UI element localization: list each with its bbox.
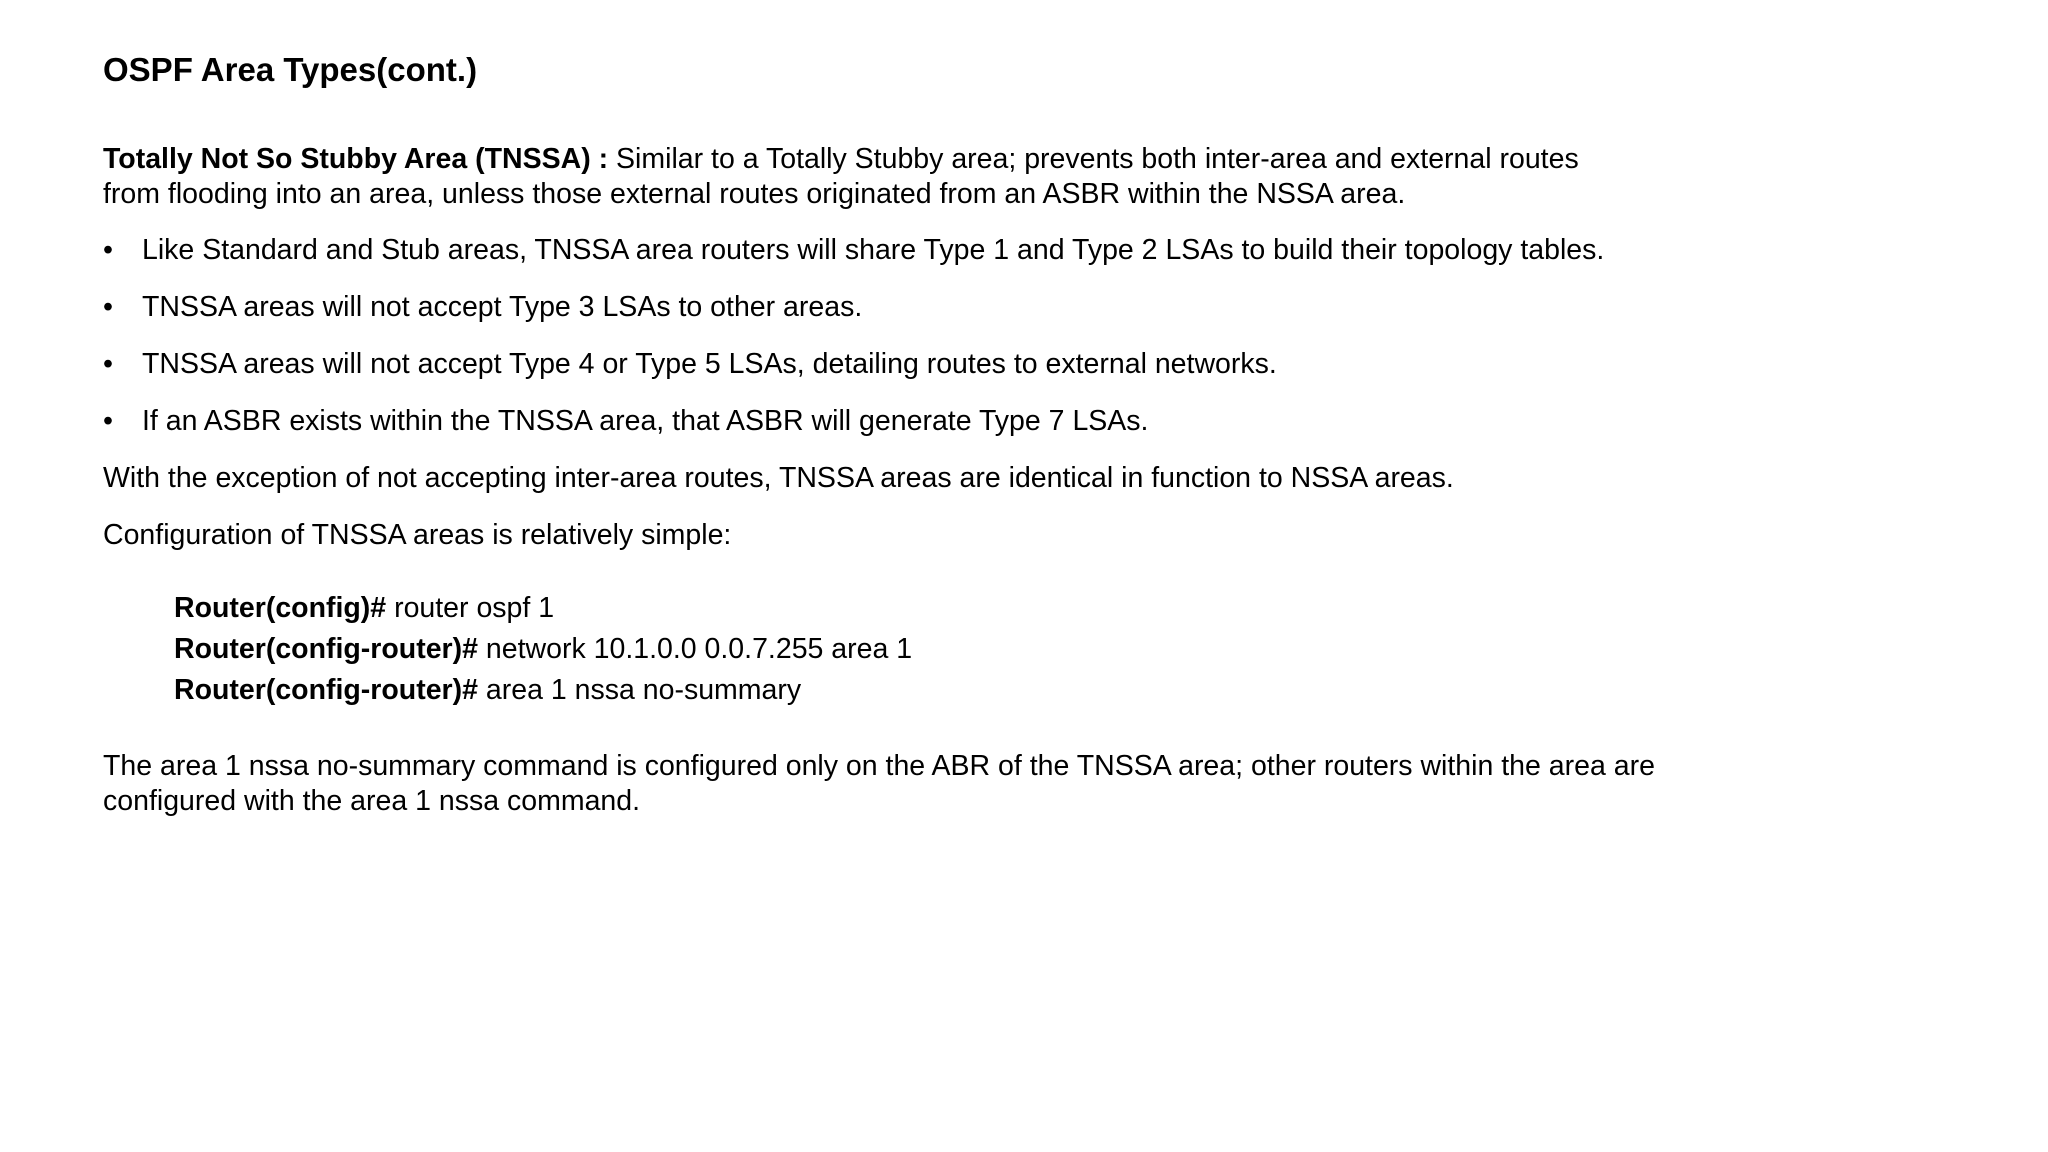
- cli-command: router ospf 1: [386, 592, 555, 624]
- bullet-icon: •: [103, 348, 113, 380]
- config-line: [174, 629, 1803, 670]
- cli-prompt: Router(config-router)#: [174, 674, 478, 706]
- list-item: [103, 404, 1803, 439]
- note-paragraph: [103, 749, 1803, 819]
- cli-command: area 1 nssa no-summary: [477, 674, 802, 706]
- list-item: [103, 347, 1803, 382]
- note-line-1: The area 1 nssa no-summary command is configured only on the ABR of the TNSSA area; other routers within the area are: [103, 750, 1655, 782]
- bullet-text: If an ASBR exists within the TNSSA area, that ASBR will generate Type 7 LSAs.: [142, 405, 1149, 437]
- bullet-text: Like Standard and Stub areas, TNSSA area routers will share Type 1 and Type 2 LSAs to build their topology tables.: [142, 234, 1605, 266]
- intro-paragraph: [103, 142, 1803, 212]
- config-line: [174, 670, 1803, 711]
- slide-title: OSPF Area Types(cont.): [103, 51, 478, 88]
- config-line: [174, 588, 1803, 629]
- intro-lead: Totally Not So Stubby Area (TNSSA) :: [103, 143, 609, 175]
- config-intro: Configuration of TNSSA areas is relatively simple:: [103, 519, 732, 551]
- bullet-icon: •: [103, 291, 113, 323]
- bullet-list: [103, 233, 1803, 439]
- list-item: [103, 233, 1803, 268]
- bullet-text: TNSSA areas will not accept Type 3 LSAs to other areas.: [142, 291, 863, 323]
- note-line-2: configured with the area 1 nssa command.: [103, 785, 641, 817]
- config-commands: [174, 588, 1803, 711]
- bullet-icon: •: [103, 234, 113, 266]
- bullet-icon: •: [103, 405, 113, 437]
- cli-command: network 10.1.0.0 0.0.7.255 area 1: [477, 633, 913, 665]
- list-item: [103, 290, 1803, 325]
- exception-paragraph: With the exception of not accepting inter-area routes, TNSSA areas are identical in function to NSSA areas.: [103, 462, 1454, 494]
- slide-body: [103, 142, 1803, 819]
- intro-line-2: from flooding into an area, unless those external routes originated from an ASBR within the NSSA area.: [103, 178, 1406, 210]
- intro-line-1: Similar to a Totally Stubby area; prevents both inter-area and external routes: [608, 143, 1579, 175]
- cli-prompt: Router(config)#: [174, 592, 387, 624]
- cli-prompt: Router(config-router)#: [174, 633, 478, 665]
- bullet-text: TNSSA areas will not accept Type 4 or Type 5 LSAs, detailing routes to external networks.: [142, 348, 1277, 380]
